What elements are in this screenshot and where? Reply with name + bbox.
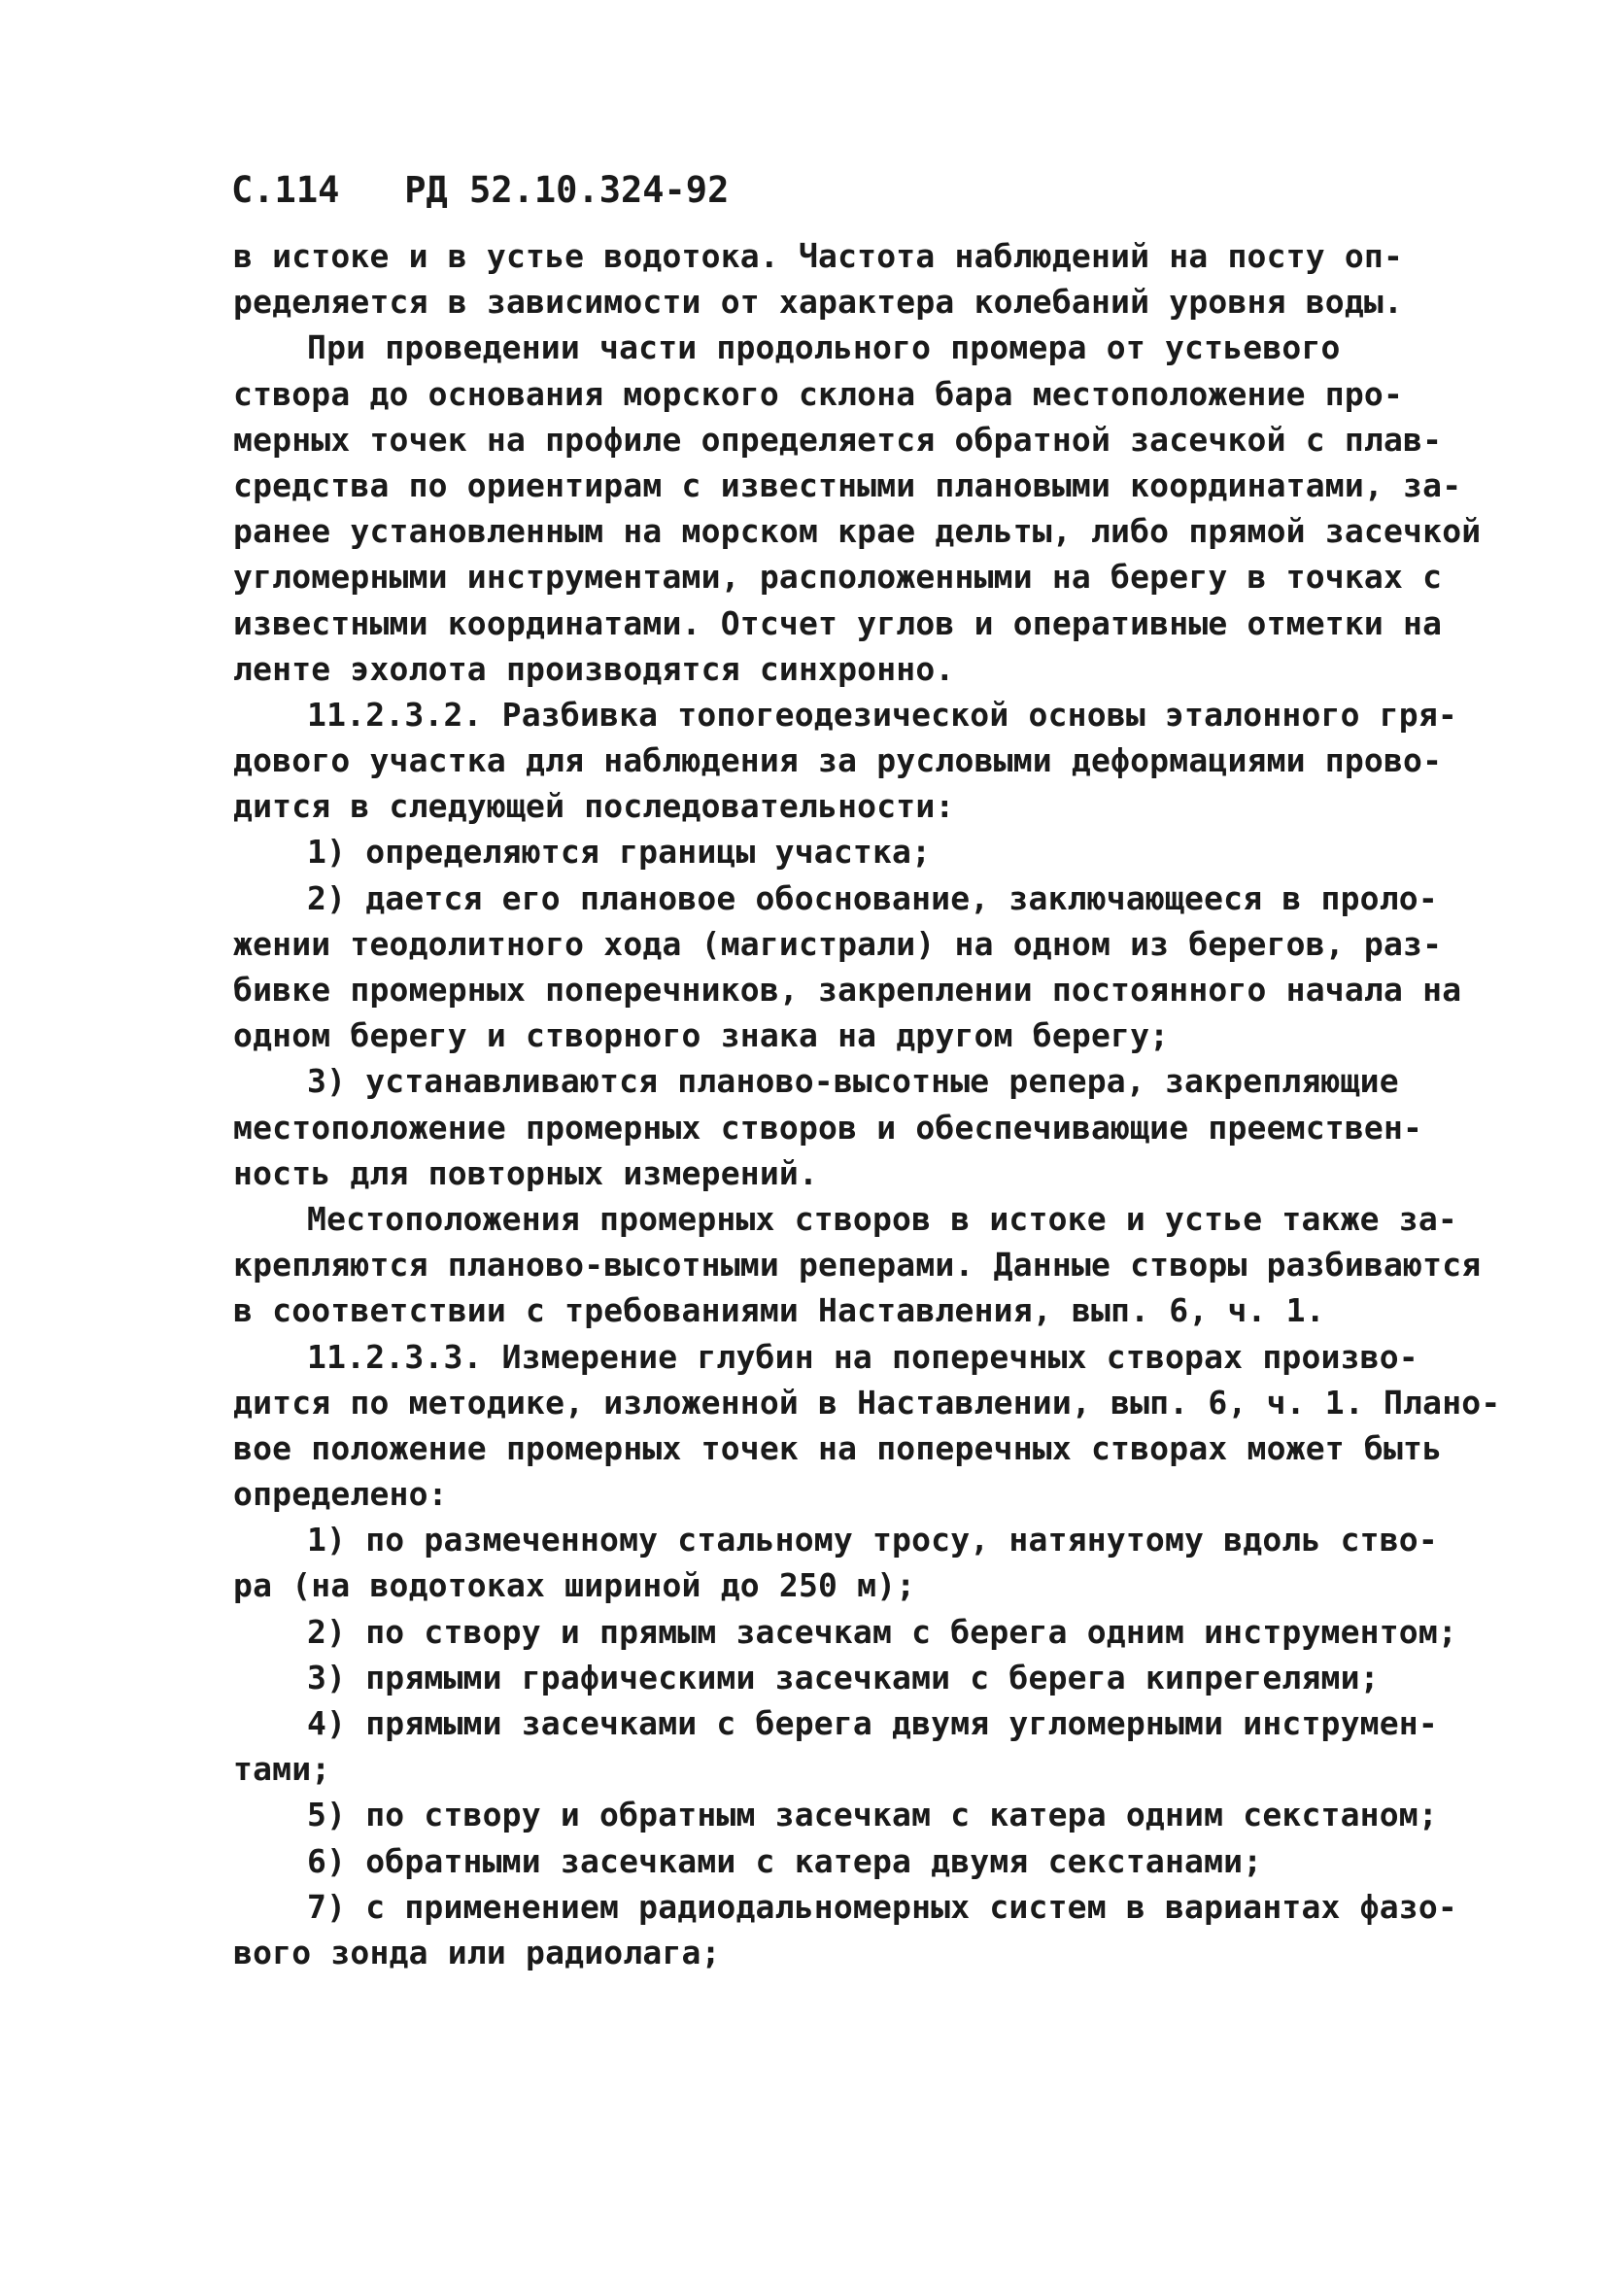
text-line: дового участка для наблюдения за русловыми деформациями прово- — [233, 741, 1443, 780]
text-line: мерных точек на профиле определяется обратной засечкой с плав- — [233, 420, 1443, 459]
text-line: 4) прямыми засечками с берега двумя угломерными инструмен- — [307, 1704, 1438, 1742]
text-line: дится в следующей последовательности: — [233, 787, 955, 826]
text-line: 5) по створу и обратным засечкам с катера одним секстаном; — [307, 1796, 1438, 1834]
text-line: 3) устанавливаются планово-высотные репера, закрепляющие — [307, 1062, 1399, 1101]
text-line: 1) по размеченному стальному тросу, натянутому вдоль ство- — [307, 1521, 1438, 1559]
text-line: определено: — [233, 1475, 448, 1514]
text-line: жении теодолитного хода (магистрали) на одном из берегов, раз- — [233, 924, 1443, 963]
text-line: бивке промерных поперечников, закреплении постоянного начала на — [233, 971, 1462, 1009]
text-line: 7) с применением радиодальномерных систем в вариантах фазо- — [307, 1887, 1457, 1926]
text-line: 2) дается его плановое обоснование, заключающееся в проло- — [307, 878, 1438, 917]
text-line: средства по ориентирам с известными плановыми координатами, за- — [233, 465, 1462, 504]
page-number: С.114 — [231, 169, 340, 211]
text-line: 6) обратными засечками с катера двумя секстанами; — [307, 1841, 1263, 1880]
text-line: тами; — [233, 1750, 331, 1789]
text-line: дится по методике, изложенной в Наставлении, вып. 6, ч. 1. Плано- — [233, 1383, 1501, 1422]
text-line: ра (на водотоках шириной до 250 м); — [233, 1566, 916, 1605]
text-line: одном берегу и створного знака на другом берегу; — [233, 1016, 1170, 1055]
text-line: 11.2.3.2. Разбивка топогеодезической основы эталонного гря- — [307, 695, 1457, 734]
text-line: крепляются планово-высотными реперами. Данные створы разбиваются — [233, 1246, 1482, 1285]
text-line: При проведении части продольного промера от устьевого — [307, 328, 1341, 367]
text-line: вого зонда или радиолага; — [233, 1933, 721, 1971]
text-line: 1) определяются границы участка; — [307, 833, 932, 872]
text-line: угломерными инструментами, расположенными на берегу в точках с — [233, 558, 1443, 597]
text-line: в соответствии с требованиями Наставления, вып. 6, ч. 1. — [233, 1291, 1325, 1330]
text-line: известными координатами. Отсчет углов и оперативные отметки на — [233, 603, 1443, 642]
body-text — [233, 233, 1501, 1975]
text-line: ранее установленным на морском крае дельты, либо прямой засечкой — [233, 512, 1482, 551]
text-line: ность для повторных измерений. — [233, 1153, 819, 1192]
page-header — [231, 167, 729, 214]
text-line: вое положение промерных точек на поперечных створах может быть — [233, 1428, 1443, 1467]
document-code: РД 52.10.324-92 — [404, 169, 730, 211]
text-line: Местоположения промерных створов в истоке и устье также за- — [307, 1199, 1457, 1238]
text-line: в истоке и в устье водотока. Частота наблюдений на посту оп- — [233, 237, 1404, 275]
text-line: створа до основания морского склона бара местоположение про- — [233, 374, 1404, 413]
text-line: 3) прямыми графическими засечками с берега кипрегелями; — [307, 1658, 1380, 1696]
text-line: ределяется в зависимости от характера колебаний уровня воды. — [233, 283, 1404, 322]
text-line: ленте эхолота производятся синхронно. — [233, 649, 955, 688]
text-line: местоположение промерных створов и обеспечивающие преемствен- — [233, 1108, 1423, 1147]
text-line: 11.2.3.3. Измерение глубин на поперечных створах произво- — [307, 1337, 1418, 1376]
text-line: 2) по створу и прямым засечкам с берега одним инструментом; — [307, 1612, 1457, 1651]
